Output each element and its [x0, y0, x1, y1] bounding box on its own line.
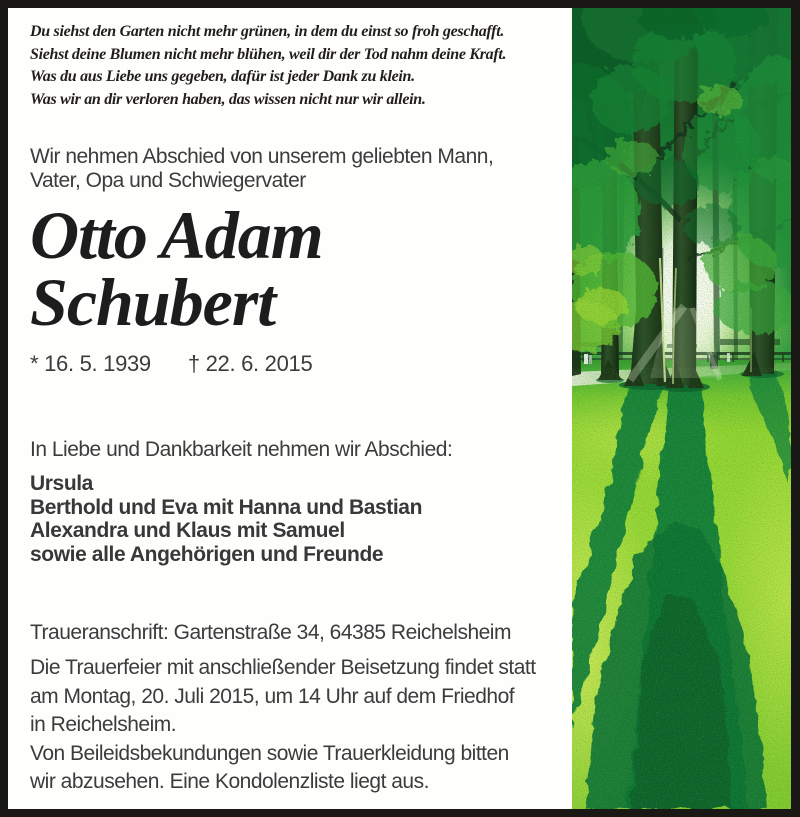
funeral-info-line: Von Beileidsbekundungen sowie Trauerkleidung bitten — [30, 741, 509, 765]
mourning-address: Traueranschrift: Gartenstraße 34, 64385 Reichelsheim — [30, 621, 511, 644]
poem-line: Siehst deine Blumen nicht mehr blühen, weil dir der Tod nahm deine Kraft. — [30, 45, 507, 63]
funeral-info-line: in Reichelsheim. — [30, 713, 177, 736]
life-dates — [30, 353, 312, 375]
death-date: † 22. 6. 2015 — [187, 351, 313, 376]
funeral-info-line: am Montag, 20. Juli 2015, um 14 Uhr auf dem Friedhof — [30, 684, 515, 708]
park-photo — [572, 8, 791, 809]
funeral-info-line: Die Trauerfeier mit anschließender Beisetzung findet statt — [30, 656, 536, 679]
deceased-name-line: Otto Adam — [30, 197, 323, 273]
funeral-info-line: wir abzusehen. Eine Kondolenzliste liegt aus. — [30, 770, 429, 793]
intro-line: Wir nehmen Abschied von unserem geliebten Mann, — [30, 145, 494, 168]
farewell-line: In Liebe und Dankbarkeit nehmen wir Abschied: — [30, 438, 453, 461]
poem-line: Was du aus Liebe uns gegeben, dafür ist jeder Dank zu klein. — [30, 68, 415, 85]
intro-text — [30, 145, 493, 192]
mourner-line: sowie alle Angehörigen und Freunde — [30, 542, 384, 566]
deceased-name — [30, 197, 323, 340]
texture-overlays — [572, 8, 791, 809]
poem-line: Du siehst den Garten nicht mehr grünen, in dem du einst so froh geschafft. — [30, 23, 505, 40]
mourner-line: Ursula — [30, 472, 93, 495]
poem-line: Was wir an dir verloren haben, das wissen nicht nur wir allein. — [30, 90, 426, 108]
obituary-sheet — [8, 8, 791, 809]
mourner-line: Alexandra und Klaus mit Samuel — [30, 519, 345, 542]
birth-date: * 16. 5. 1939 — [30, 351, 151, 376]
funeral-info — [30, 654, 536, 797]
memorial-poem — [30, 21, 506, 111]
deceased-name-line: Schubert — [30, 264, 276, 340]
mourners-list — [30, 472, 422, 566]
mourner-line: Berthold und Eva mit Hanna und Bastian — [30, 495, 423, 519]
park-photo-graphic — [572, 8, 791, 809]
intro-line: Vater, Opa und Schwiegervater — [30, 168, 306, 192]
